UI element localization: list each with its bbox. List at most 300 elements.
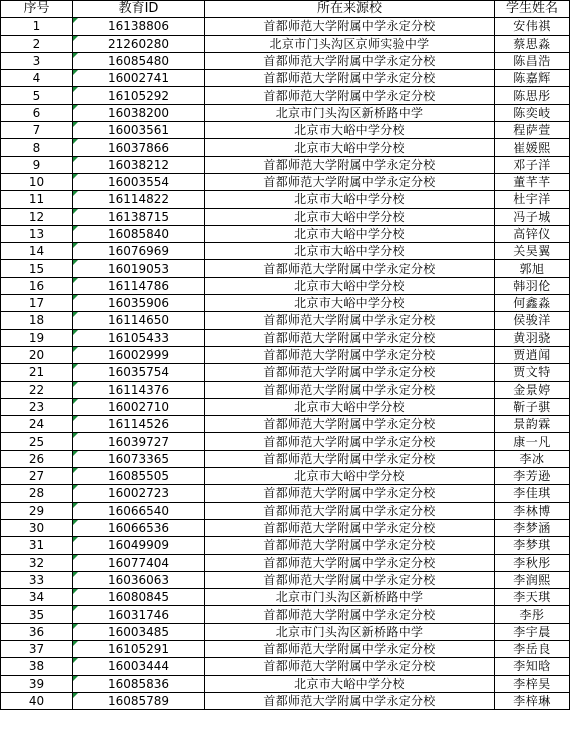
cell-id[interactable] (73, 554, 205, 571)
cell-name[interactable] (495, 208, 570, 225)
cell-index[interactable] (1, 468, 73, 485)
cell-index[interactable] (1, 260, 73, 277)
cell-id[interactable] (73, 122, 205, 139)
cell-index-text: 31 (28, 538, 45, 553)
cell-name-text: 景韵霖 (513, 417, 551, 432)
cell-school-text: 北京市大峪中学分校 (294, 209, 405, 224)
cell-school[interactable] (205, 173, 495, 190)
cell-index-text: 15 (28, 261, 45, 276)
cell-id-text: 16073365 (107, 451, 170, 466)
cell-name[interactable] (495, 364, 570, 381)
cell-index[interactable] (1, 485, 73, 502)
cell-index[interactable] (1, 312, 73, 329)
cell-id-text: 16002710 (107, 399, 170, 414)
cell-name[interactable] (495, 122, 570, 139)
cell-id[interactable] (73, 485, 205, 502)
cell-school[interactable] (205, 364, 495, 381)
cell-index[interactable] (1, 606, 73, 623)
header-id[interactable]: 教育ID (73, 1, 205, 18)
green-triangle-marker-icon (73, 399, 78, 404)
cell-id[interactable] (73, 156, 205, 173)
cell-index[interactable] (1, 589, 73, 606)
cell-index-text: 4 (32, 71, 41, 86)
cell-name[interactable] (495, 433, 570, 450)
cell-id[interactable] (73, 433, 205, 450)
cell-index[interactable] (1, 346, 73, 363)
cell-name-text: 李润熙 (513, 572, 551, 587)
cell-id[interactable] (73, 571, 205, 588)
cell-school-text: 首都师范大学附属中学永定分校 (263, 365, 436, 380)
cell-index[interactable] (1, 433, 73, 450)
table-row (1, 364, 570, 381)
cell-name-text: 李梓琳 (513, 694, 551, 709)
cell-school[interactable] (205, 658, 495, 675)
cell-id[interactable] (73, 312, 205, 329)
cell-id-text: 16066536 (107, 521, 170, 536)
cell-id-text: 16085840 (107, 227, 170, 241)
cell-index-text: 40 (28, 694, 45, 709)
cell-name-text: 李梦涵 (513, 521, 551, 536)
table-row (1, 104, 570, 121)
cell-school[interactable] (205, 225, 495, 242)
table-row (1, 416, 570, 433)
cell-id[interactable] (73, 35, 205, 52)
cell-name-text: 陈嘉辉 (513, 71, 551, 86)
cell-school[interactable] (205, 623, 495, 640)
cell-name[interactable] (495, 519, 570, 536)
cell-index-text: 17 (28, 296, 45, 311)
cell-school[interactable] (205, 104, 495, 121)
cell-index[interactable] (1, 173, 73, 190)
cell-school-text: 北京市门头沟区新桥路中学 (275, 590, 424, 605)
table-row (1, 156, 570, 173)
cell-index-text: 24 (28, 417, 45, 432)
cell-id[interactable] (73, 675, 205, 692)
green-triangle-marker-icon (73, 36, 78, 41)
cell-index[interactable] (1, 364, 73, 381)
table-row (1, 485, 570, 502)
cell-school-text: 首都师范大学附属中学永定分校 (263, 642, 436, 657)
cell-school-text: 首都师范大学附属中学永定分校 (263, 659, 436, 674)
cell-name[interactable] (495, 606, 570, 623)
cell-index[interactable] (1, 571, 73, 588)
cell-name-text: 李冰 (519, 451, 545, 466)
cell-school-text: 首都师范大学附属中学永定分校 (263, 503, 436, 518)
cell-school[interactable] (205, 433, 495, 450)
cell-id-text: 16019053 (107, 261, 170, 276)
cell-school-text: 北京市大峪中学分校 (294, 676, 405, 691)
header-name[interactable]: 学生姓名 (495, 1, 570, 18)
green-triangle-marker-icon (73, 18, 78, 23)
cell-name[interactable] (495, 675, 570, 692)
cell-id-text: 16035754 (107, 365, 170, 380)
cell-index[interactable] (1, 450, 73, 467)
cell-name-text: 李梦琪 (513, 538, 551, 553)
cell-school[interactable] (205, 537, 495, 554)
cell-id[interactable] (73, 260, 205, 277)
cell-name[interactable] (495, 35, 570, 52)
cell-name[interactable] (495, 623, 570, 640)
cell-name[interactable] (495, 381, 570, 398)
cell-index-text: 22 (28, 382, 45, 397)
cell-index[interactable] (1, 208, 73, 225)
green-triangle-marker-icon (73, 157, 78, 162)
cell-index[interactable] (1, 537, 73, 554)
cell-id-text: 16105292 (107, 88, 170, 103)
cell-id[interactable] (73, 173, 205, 190)
cell-school-text: 北京市大峪中学分校 (294, 123, 405, 138)
cell-id-text: 16037866 (107, 140, 170, 155)
table-row (1, 329, 570, 346)
cell-school[interactable] (205, 70, 495, 87)
cell-school-text: 首都师范大学附属中学永定分校 (263, 486, 436, 501)
cell-id[interactable] (73, 104, 205, 121)
cell-name-text: 陈昌浩 (513, 54, 551, 69)
table-row (1, 658, 570, 675)
cell-name-text: 李岳良 (513, 642, 551, 657)
cell-name-text: 李秋彤 (513, 555, 551, 570)
cell-name-text: 陈奕岐 (513, 105, 551, 120)
table-row (1, 208, 570, 225)
cell-school[interactable] (205, 191, 495, 208)
cell-index[interactable] (1, 519, 73, 536)
cell-school-text: 首都师范大学附属中学永定分校 (263, 348, 436, 363)
cell-name[interactable] (495, 416, 570, 433)
cell-school-text: 北京市大峪中学分校 (294, 227, 405, 241)
green-triangle-marker-icon (73, 624, 78, 629)
cell-id[interactable] (73, 52, 205, 69)
cell-index-text: 34 (28, 590, 45, 605)
green-triangle-marker-icon (73, 433, 78, 438)
green-triangle-marker-icon (73, 226, 78, 231)
cell-school[interactable] (205, 243, 495, 260)
cell-school-text: 首都师范大学附属中学永定分校 (263, 538, 436, 553)
cell-index-text: 9 (32, 157, 41, 172)
table-row (1, 398, 570, 415)
cell-id-text: 16114376 (107, 382, 170, 397)
cell-id[interactable] (73, 243, 205, 260)
cell-name[interactable] (495, 156, 570, 173)
cell-school[interactable] (205, 18, 495, 35)
cell-school-text: 首都师范大学附属中学永定分校 (263, 19, 436, 34)
cell-id[interactable] (73, 502, 205, 519)
cell-id[interactable] (73, 87, 205, 104)
cell-school-text: 北京市大峪中学分校 (294, 140, 405, 155)
cell-school[interactable] (205, 675, 495, 692)
cell-name[interactable] (495, 312, 570, 329)
green-triangle-marker-icon (73, 174, 78, 179)
table-row (1, 295, 570, 312)
cell-school[interactable] (205, 312, 495, 329)
cell-index[interactable] (1, 381, 73, 398)
cell-school[interactable] (205, 139, 495, 156)
table-row (1, 381, 570, 398)
cell-id-text: 16105291 (107, 642, 170, 657)
table-row (1, 519, 570, 536)
cell-name[interactable] (495, 225, 570, 242)
cell-index[interactable] (1, 398, 73, 415)
cell-index[interactable] (1, 35, 73, 52)
cell-school-text: 首都师范大学附属中学永定分校 (263, 157, 436, 172)
cell-index-text: 21 (28, 365, 45, 380)
cell-id-text: 16076969 (107, 244, 170, 259)
cell-school[interactable] (205, 260, 495, 277)
cell-index[interactable] (1, 70, 73, 87)
cell-index-text: 35 (28, 607, 45, 622)
cell-index[interactable] (1, 18, 73, 35)
header-school[interactable]: 所在来源校 (205, 1, 495, 18)
table-row (1, 537, 570, 554)
green-triangle-marker-icon (73, 468, 78, 473)
cell-school[interactable] (205, 346, 495, 363)
cell-name[interactable] (495, 70, 570, 87)
cell-school-text: 北京市大峪中学分校 (294, 296, 405, 311)
cell-id-text: 16085789 (107, 694, 170, 709)
cell-id-text: 16031746 (107, 607, 170, 622)
cell-id[interactable] (73, 70, 205, 87)
cell-name-text: 侯骏洋 (513, 313, 551, 328)
cell-school[interactable] (205, 156, 495, 173)
cell-id[interactable] (73, 346, 205, 363)
cell-school[interactable] (205, 571, 495, 588)
cell-id-text: 21260280 (107, 36, 170, 51)
cell-id[interactable] (73, 139, 205, 156)
cell-index[interactable] (1, 623, 73, 640)
cell-name[interactable] (495, 468, 570, 485)
cell-school-text: 北京市大峪中学分校 (294, 192, 405, 207)
cell-school[interactable] (205, 502, 495, 519)
cell-id-text: 16085480 (107, 54, 170, 69)
cell-name[interactable] (495, 640, 570, 657)
cell-name[interactable] (495, 260, 570, 277)
cell-id[interactable] (73, 623, 205, 640)
cell-index-text: 3 (32, 54, 41, 69)
cell-id[interactable] (73, 191, 205, 208)
green-triangle-marker-icon (73, 676, 78, 681)
green-triangle-marker-icon (73, 364, 78, 369)
cell-name[interactable] (495, 52, 570, 69)
cell-school[interactable] (205, 35, 495, 52)
cell-id[interactable] (73, 364, 205, 381)
cell-id-text: 16077404 (107, 555, 170, 570)
green-triangle-marker-icon (73, 347, 78, 352)
cell-id[interactable] (73, 295, 205, 312)
cell-id[interactable] (73, 537, 205, 554)
cell-name[interactable] (495, 571, 570, 588)
green-triangle-marker-icon (73, 53, 78, 58)
cell-school-text: 首都师范大学附属中学永定分校 (263, 572, 436, 587)
green-triangle-marker-icon (73, 87, 78, 92)
cell-index-text: 33 (28, 572, 45, 587)
table-row (1, 346, 570, 363)
cell-id-text: 16003444 (107, 659, 170, 674)
cell-school[interactable] (205, 329, 495, 346)
cell-school-text: 首都师范大学附属中学永定分校 (263, 451, 436, 466)
cell-index[interactable] (1, 191, 73, 208)
green-triangle-marker-icon (73, 451, 78, 456)
cell-index[interactable] (1, 243, 73, 260)
cell-school[interactable] (205, 295, 495, 312)
cell-name-text: 陈思彤 (513, 88, 551, 103)
cell-index-text: 8 (32, 140, 41, 155)
cell-school-text: 北京市大峪中学分校 (294, 469, 405, 484)
cell-id[interactable] (73, 208, 205, 225)
cell-index[interactable] (1, 122, 73, 139)
cell-name-text: 高锌仪 (513, 227, 551, 241)
cell-index[interactable] (1, 692, 73, 709)
cell-name[interactable] (495, 450, 570, 467)
cell-id[interactable] (73, 640, 205, 657)
cell-school[interactable] (205, 450, 495, 467)
cell-name[interactable] (495, 87, 570, 104)
cell-name[interactable] (495, 329, 570, 346)
cell-school[interactable] (205, 381, 495, 398)
cell-id-text: 16002741 (107, 71, 170, 86)
cell-id[interactable] (73, 692, 205, 709)
cell-name-text: 李佳琪 (513, 486, 551, 501)
cell-name-text: 郭旭 (519, 261, 545, 276)
table-row (1, 554, 570, 571)
cell-school[interactable] (205, 416, 495, 433)
cell-id[interactable] (73, 450, 205, 467)
header-row (1, 1, 570, 18)
cell-id-text: 16080845 (107, 590, 170, 605)
cell-school[interactable] (205, 485, 495, 502)
cell-id[interactable] (73, 225, 205, 242)
cell-id[interactable] (73, 381, 205, 398)
cell-id[interactable] (73, 519, 205, 536)
cell-school[interactable] (205, 208, 495, 225)
cell-name[interactable] (495, 18, 570, 35)
cell-school-text: 首都师范大学附属中学永定分校 (263, 175, 436, 190)
cell-school-text: 首都师范大学附属中学永定分校 (263, 434, 436, 449)
cell-school[interactable] (205, 398, 495, 415)
cell-index-text: 36 (28, 624, 45, 639)
cell-index[interactable] (1, 416, 73, 433)
cell-index-text: 26 (28, 451, 45, 466)
cell-index-text: 1 (32, 19, 41, 34)
cell-id[interactable] (73, 589, 205, 606)
cell-school[interactable] (205, 277, 495, 294)
cell-school[interactable] (205, 87, 495, 104)
cell-id-text: 16138715 (107, 209, 170, 224)
cell-id[interactable] (73, 18, 205, 35)
cell-name[interactable] (495, 277, 570, 294)
cell-school[interactable] (205, 122, 495, 139)
cell-index[interactable] (1, 104, 73, 121)
green-triangle-marker-icon (73, 658, 78, 663)
cell-name-text: 程萨萱 (513, 123, 551, 138)
cell-index[interactable] (1, 277, 73, 294)
cell-index-text: 5 (32, 88, 41, 103)
cell-school[interactable] (205, 468, 495, 485)
cell-name[interactable] (495, 346, 570, 363)
cell-index[interactable] (1, 675, 73, 692)
green-triangle-marker-icon (73, 243, 78, 248)
cell-name[interactable] (495, 485, 570, 502)
cell-name[interactable] (495, 692, 570, 709)
cell-index[interactable] (1, 87, 73, 104)
cell-index-text: 38 (28, 659, 45, 674)
cell-id[interactable] (73, 606, 205, 623)
cell-school[interactable] (205, 606, 495, 623)
cell-index[interactable] (1, 139, 73, 156)
cell-index-text: 27 (28, 469, 45, 484)
cell-index-text: 25 (28, 434, 45, 449)
cell-index[interactable] (1, 640, 73, 657)
cell-index[interactable] (1, 329, 73, 346)
cell-index[interactable] (1, 156, 73, 173)
cell-name[interactable] (495, 191, 570, 208)
cell-index[interactable] (1, 295, 73, 312)
cell-index[interactable] (1, 52, 73, 69)
table-row (1, 139, 570, 156)
cell-name[interactable] (495, 537, 570, 554)
cell-id[interactable] (73, 398, 205, 415)
cell-id[interactable] (73, 416, 205, 433)
cell-name[interactable] (495, 295, 570, 312)
cell-name[interactable] (495, 502, 570, 519)
cell-name[interactable] (495, 554, 570, 571)
cell-school-text: 首都师范大学附属中学永定分校 (263, 555, 436, 570)
cell-index-text: 20 (28, 348, 45, 363)
cell-name[interactable] (495, 398, 570, 415)
green-triangle-marker-icon (73, 139, 78, 144)
cell-name[interactable] (495, 658, 570, 675)
cell-index-text: 14 (28, 244, 45, 259)
cell-school[interactable] (205, 589, 495, 606)
green-triangle-marker-icon (73, 693, 78, 698)
cell-name-text: 韩羽伦 (513, 278, 551, 293)
cell-name[interactable] (495, 104, 570, 121)
cell-name-text: 靳子骐 (513, 399, 551, 414)
cell-name-text: 康一凡 (513, 434, 551, 449)
green-triangle-marker-icon (73, 537, 78, 542)
cell-school-text: 北京市大峪中学分校 (294, 244, 405, 259)
header-index[interactable]: 序号 (1, 1, 73, 18)
cell-id[interactable] (73, 658, 205, 675)
cell-id[interactable] (73, 329, 205, 346)
cell-index[interactable] (1, 225, 73, 242)
cell-index[interactable] (1, 658, 73, 675)
cell-name-text: 黄羽骁 (513, 330, 551, 345)
cell-name[interactable] (495, 139, 570, 156)
cell-school[interactable] (205, 692, 495, 709)
cell-name-text: 关昊翼 (513, 244, 551, 259)
cell-index[interactable] (1, 554, 73, 571)
cell-school-text: 首都师范大学附属中学永定分校 (263, 694, 436, 709)
cell-id[interactable] (73, 277, 205, 294)
cell-school[interactable] (205, 519, 495, 536)
cell-name[interactable] (495, 243, 570, 260)
table-row (1, 18, 570, 35)
cell-school-text: 首都师范大学附属中学永定分校 (263, 313, 436, 328)
cell-school[interactable] (205, 640, 495, 657)
cell-school[interactable] (205, 52, 495, 69)
cell-name-text: 冯子城 (513, 209, 551, 224)
cell-index[interactable] (1, 502, 73, 519)
cell-id-text: 16003554 (107, 175, 170, 190)
cell-school[interactable] (205, 554, 495, 571)
cell-name[interactable] (495, 589, 570, 606)
cell-id[interactable] (73, 468, 205, 485)
cell-school-text: 首都师范大学附属中学永定分校 (263, 71, 436, 86)
cell-id-text: 16049909 (107, 538, 170, 553)
cell-id-text: 16105433 (107, 330, 170, 345)
cell-name[interactable] (495, 173, 570, 190)
green-triangle-marker-icon (73, 278, 78, 283)
cell-name-text: 何鑫淼 (513, 296, 551, 311)
